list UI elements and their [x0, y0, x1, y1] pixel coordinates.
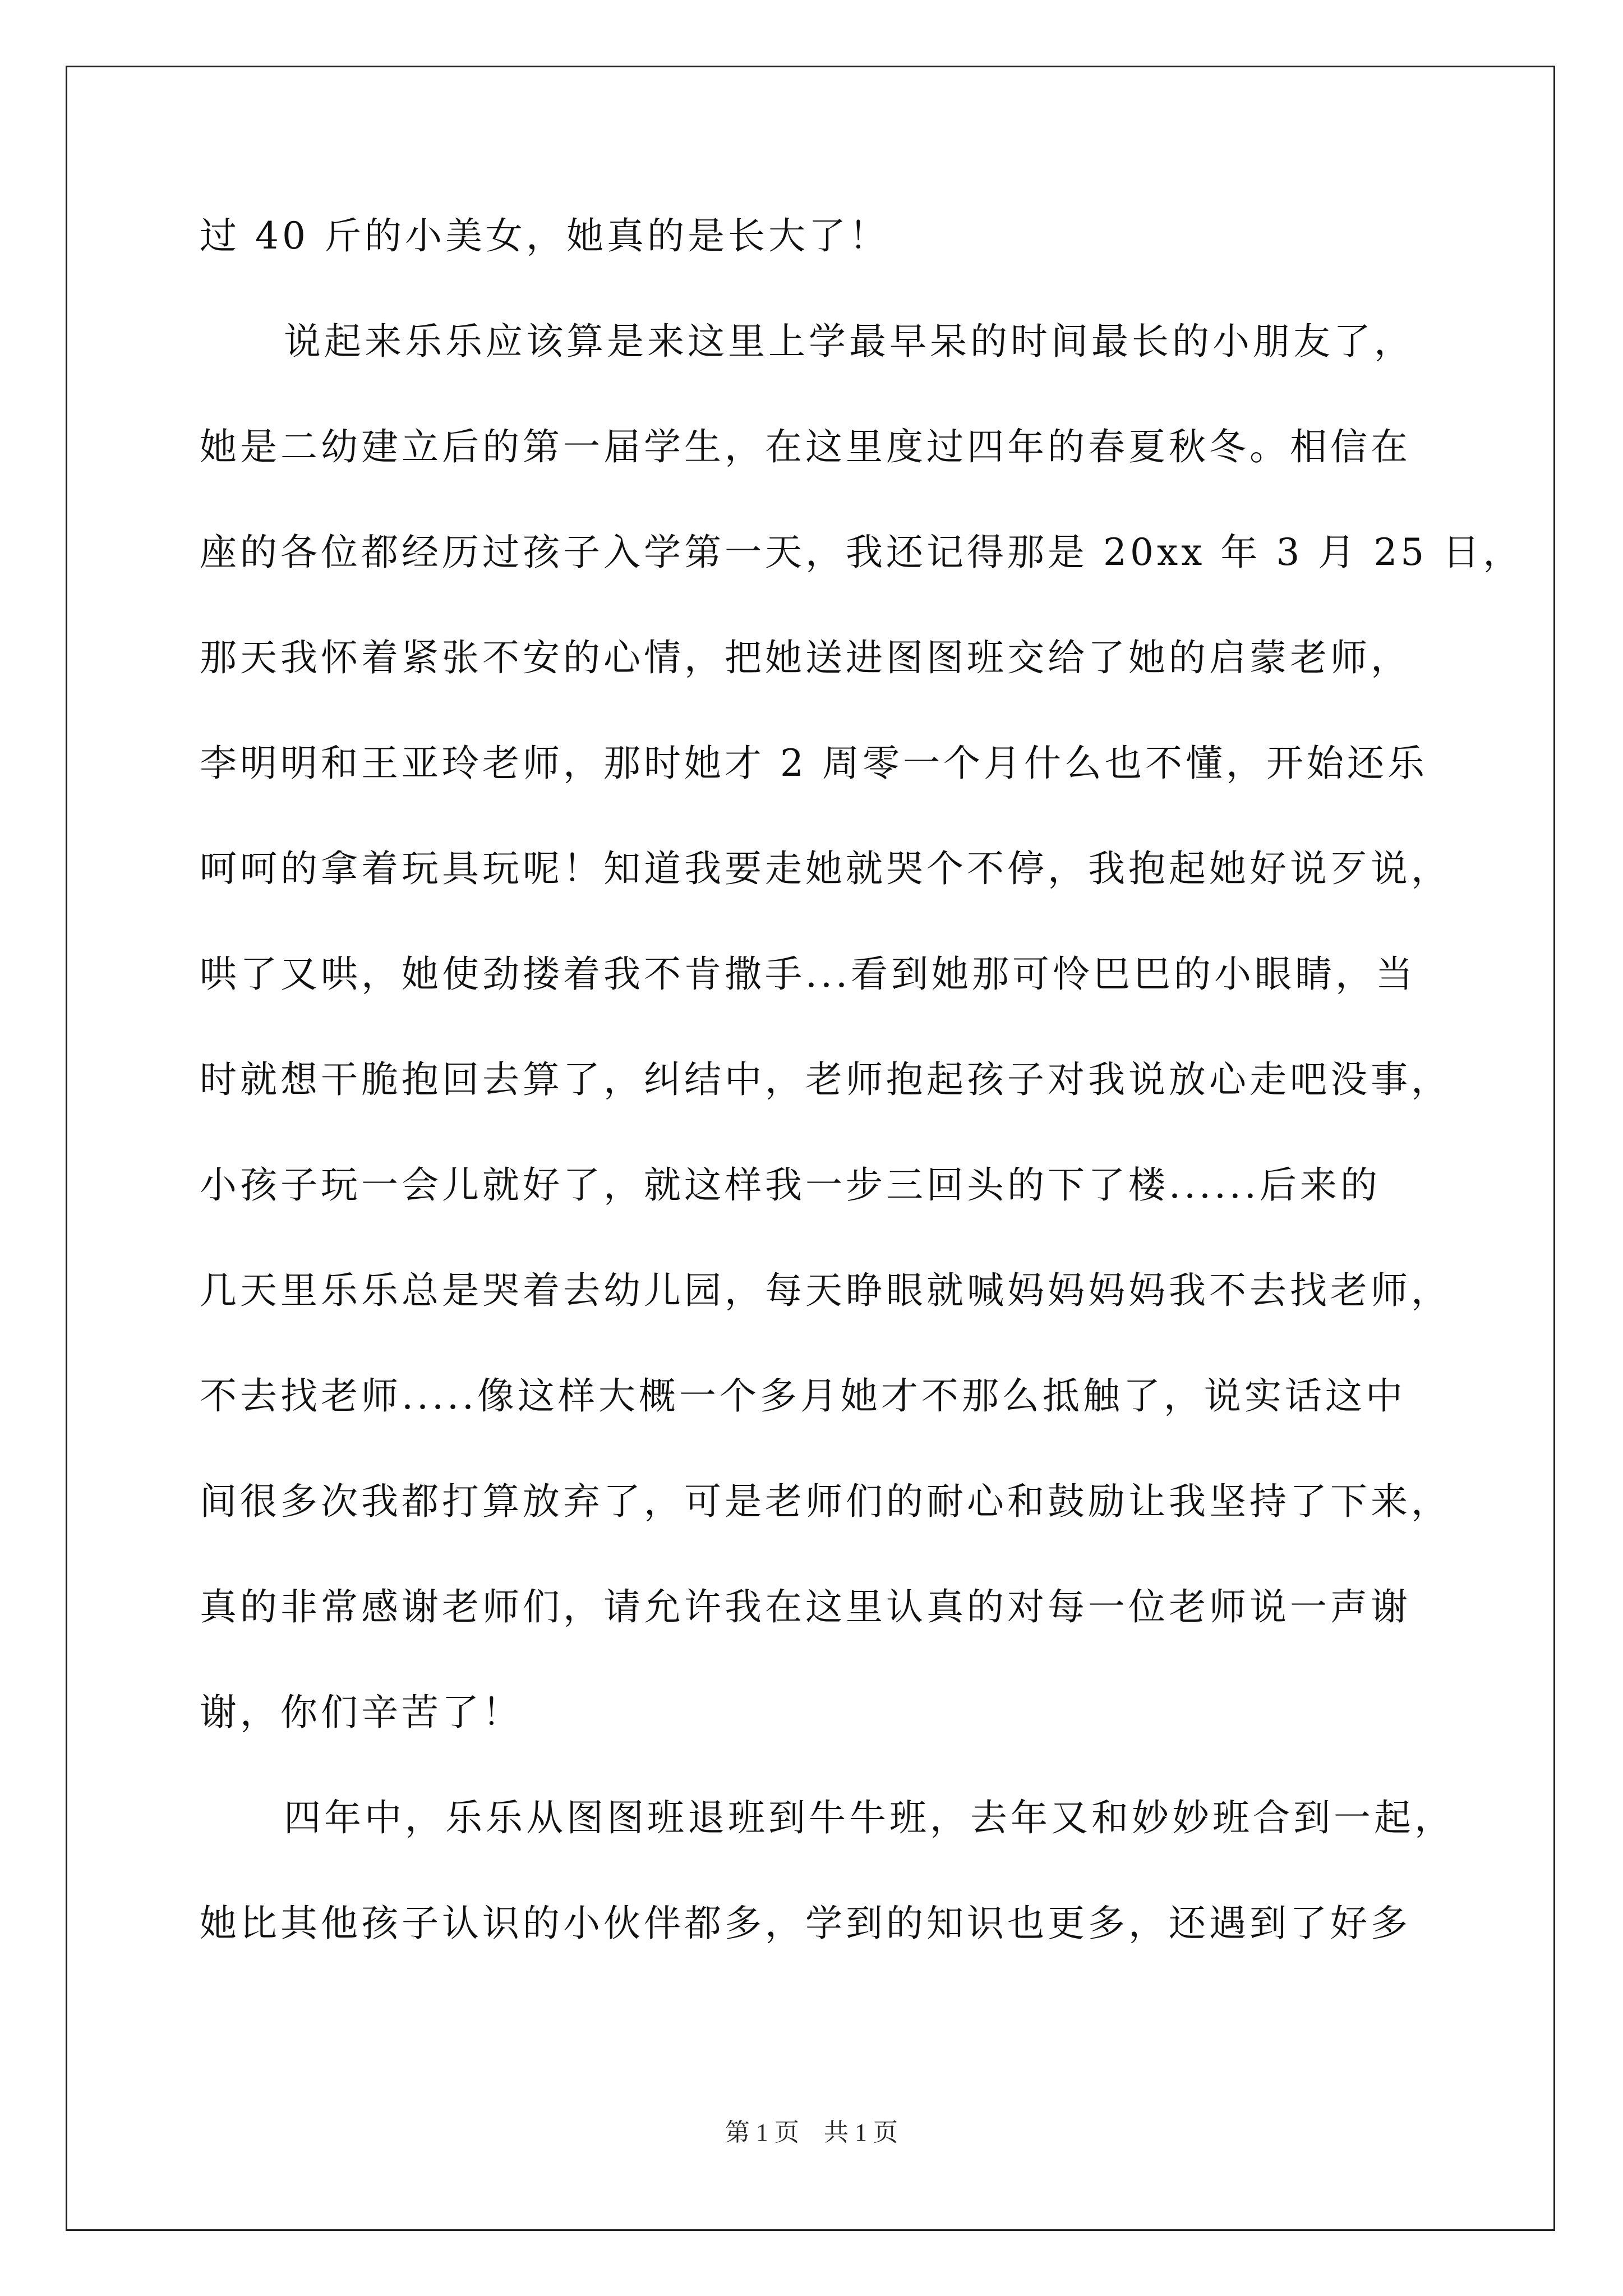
- text-line: 哄了又哄，她使劲搂着我不肯撒手...看到她那可怜巴巴的小眼睛，当: [200, 953, 1416, 996]
- text-line: 那天我怀着紧张不安的心情，把她送进图图班交给了她的启蒙老师，: [200, 636, 1411, 679]
- text-line: 过 40 斤的小美女，她真的是长大了！: [200, 214, 889, 257]
- page-footer: 第 1 页 共 1 页: [725, 2119, 898, 2146]
- text-line: 真的非常感谢老师们，请允许我在这里认真的对每一位老师说一声谢: [200, 1585, 1411, 1628]
- text-line: 李明明和王亚玲老师，那时她才 2 周零一个月什么也不懂，开始还乐: [200, 742, 1428, 785]
- text-line: 时就想干脆抱回去算了，纠结中，老师抱起孩子对我说放心走吧没事，: [200, 1058, 1451, 1101]
- text-line: 四年中，乐乐从图图班退班到牛牛班，去年又和妙妙班合到一起，: [284, 1796, 1455, 1839]
- text-line: 说起来乐乐应该算是来这里上学最早呆的时间最长的小朋友了，: [284, 320, 1414, 363]
- text-line: 间很多次我都打算放弃了，可是老师们的耐心和鼓励让我坚持了下来，: [200, 1480, 1451, 1523]
- text-line: 几天里乐乐总是哭着去幼儿园，每天睁眼就喊妈妈妈妈我不去找老师，: [200, 1269, 1451, 1312]
- text-line: 不去找老师.....像这样大概一个多月她才不那么抵触了，说实话这中: [200, 1374, 1406, 1418]
- text-line: 小孩子玩一会儿就好了，就这样我一步三回头的下了楼......后来的: [200, 1163, 1381, 1207]
- text-line: 她比其他孩子认识的小伙伴都多，学到的知识也更多，还遇到了好多: [200, 1902, 1411, 1945]
- text-line: 谢，你们辛苦了！: [200, 1691, 523, 1734]
- text-line: 她是二幼建立后的第一届学生，在这里度过四年的春夏秋冬。相信在: [200, 425, 1411, 468]
- text-line: 座的各位都经历过孩子入学第一天，我还记得那是 20xx 年 3 月 25 日，: [200, 531, 1524, 574]
- text-line: 呵呵的拿着玩具玩呢！知道我要走她就哭个不停，我抱起她好说歹说，: [200, 847, 1451, 890]
